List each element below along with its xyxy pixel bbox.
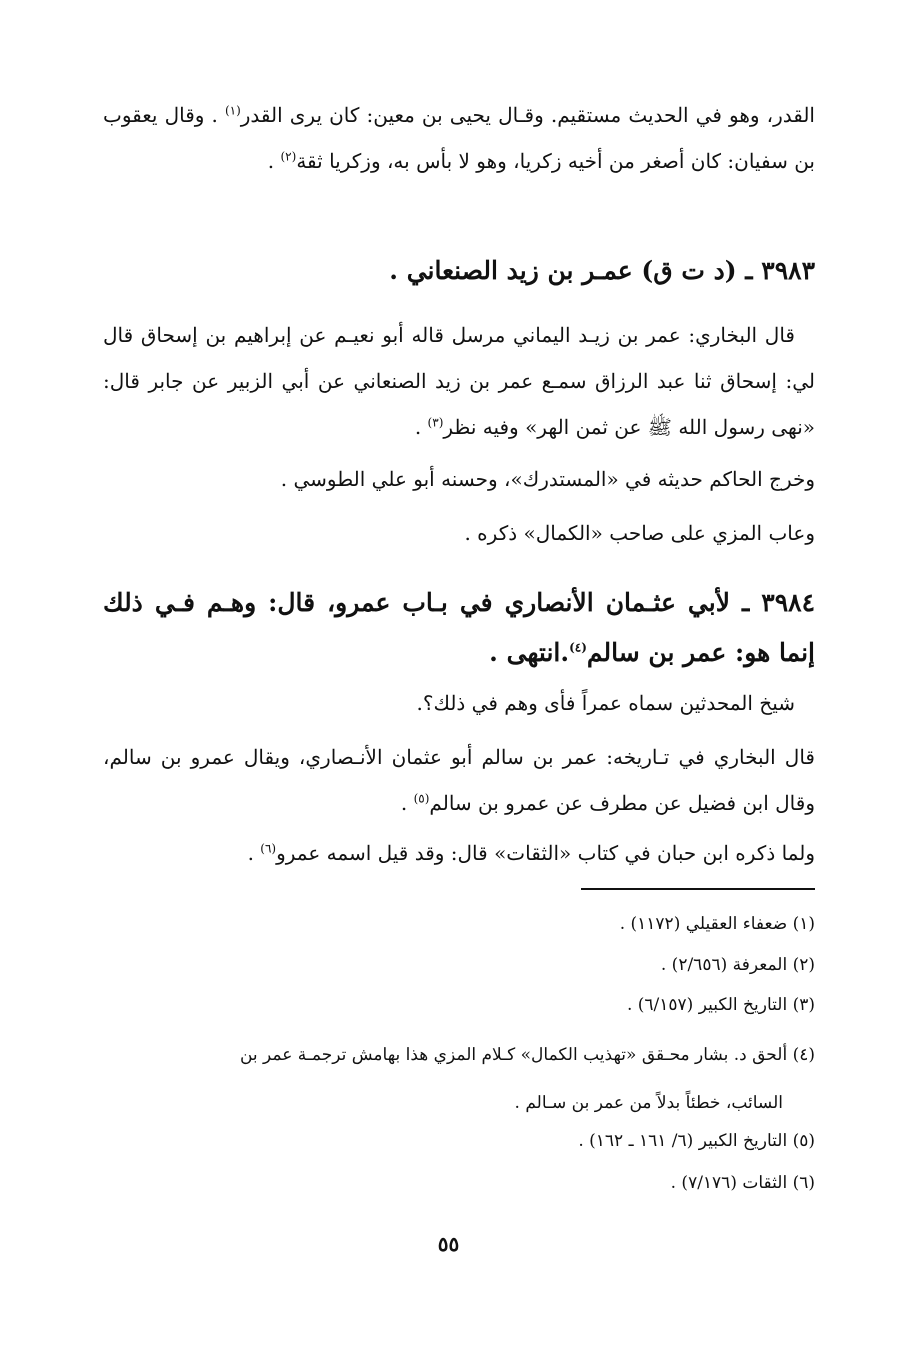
paragraph-3: وخرج الحاكم حديثه في «المستدرك»، وحسنه أبو علي الطوسي .	[280, 467, 815, 491]
paragraph-2	[103, 312, 815, 450]
footnote-ref-5[interactable]: (٥)	[413, 791, 430, 806]
paragraph-1-continuation: . وقال يعقوب بن سفيان: كان أصغر من أخيه زكريا، وهو لا بأس به، وزكريا ثقة	[103, 103, 815, 173]
page-number: ٥٥	[437, 1232, 460, 1256]
paragraph-6-end: .	[400, 791, 414, 815]
footnote-3: (٣) التاريخ الكبير (٦/١٥٧) .	[626, 995, 815, 1015]
footnote-1: (١) ضعفاء العقيلي (١١٧٢) .	[619, 914, 815, 934]
footnote-ref-2[interactable]: (٢)	[280, 149, 297, 164]
footnote-4: (٤) ألحق د. بشار محـقق «تهذيب الكمال» كـلام المزي هذا بهامش ترجمـة عمر بن	[239, 1045, 815, 1065]
paragraph-7-end: .	[247, 841, 261, 865]
entry-heading-3984-text: ٣٩٨٤ ـ لأبي عثـمان الأنصاري في بـاب عمرو، قال: وهـم فـي ذلك إنما هو: عمر بن سالم	[103, 588, 815, 667]
paragraph-2-end: .	[414, 415, 428, 439]
paragraph-5: شيخ المحدثين سماه عمراً فأى وهم في ذلك؟.	[416, 691, 795, 715]
paragraph-6-text: قال البخاري في تـاريخه: عمر بن سالم أبو عثمان الأنـصاري، ويقال عمرو بن سالم، وقال ابن فضيل عن مطرف عن عمرو بن سالم	[103, 745, 815, 815]
footnote-ref-1[interactable]: (١)	[224, 103, 241, 118]
footnote-separator	[581, 888, 815, 890]
paragraph-2-text: قال البخاري: عمر بن زيـد اليماني مرسل قاله أبو نعيـم عن إبراهيم بن إسحاق قال لي: إسحاق ثنا عبد الرزاق سمـع عمر بن زيد الصنعاني عن أبي الزبير عن جابر قال: «نهى رسول الله ﷺ عن ثمن الهر» وفيه نظر	[103, 323, 815, 439]
footnote-2: (٢) المعرفة (٢/٦٥٦) .	[660, 955, 815, 975]
paragraph-1-text: القدر، وهو في الحديث مستقيم. وقـال يحيى بن معين: كان يرى القدر	[240, 103, 815, 127]
paragraph-1	[103, 92, 815, 184]
footnote-5: (٥) التاريخ الكبير (٦/ ١٦١ ـ ١٦٢) .	[578, 1131, 815, 1151]
footnote-4-continuation: السائب، خطئاً بدلاً من عمر بن سـالم .	[514, 1093, 783, 1113]
footnote-6: (٦) الثقات (٧/١٧٦) .	[670, 1173, 815, 1193]
footnote-ref-3[interactable]: (٣)	[427, 415, 444, 430]
entry-heading-3984	[103, 578, 815, 678]
entry-heading-3984-end: .انتهى .	[489, 638, 570, 667]
footnote-ref-4[interactable]: (٤)	[569, 640, 587, 655]
footnote-ref-6[interactable]: (٦)	[260, 841, 277, 856]
paragraph-4: وعاب المزي على صاحب «الكمال» ذكره .	[464, 521, 815, 545]
entry-heading-3983: ٣٩٨٣ ـ (د ت ق) عمـر بن زيد الصنعاني .	[389, 256, 815, 285]
paragraph-7-text: ولما ذكره ابن حبان في كتاب «الثقات» قال: وقد قيل اسمه عمرو	[276, 841, 815, 865]
paragraph-6	[103, 734, 815, 826]
paragraph-1-end: .	[267, 149, 281, 173]
paragraph-7	[103, 830, 815, 876]
